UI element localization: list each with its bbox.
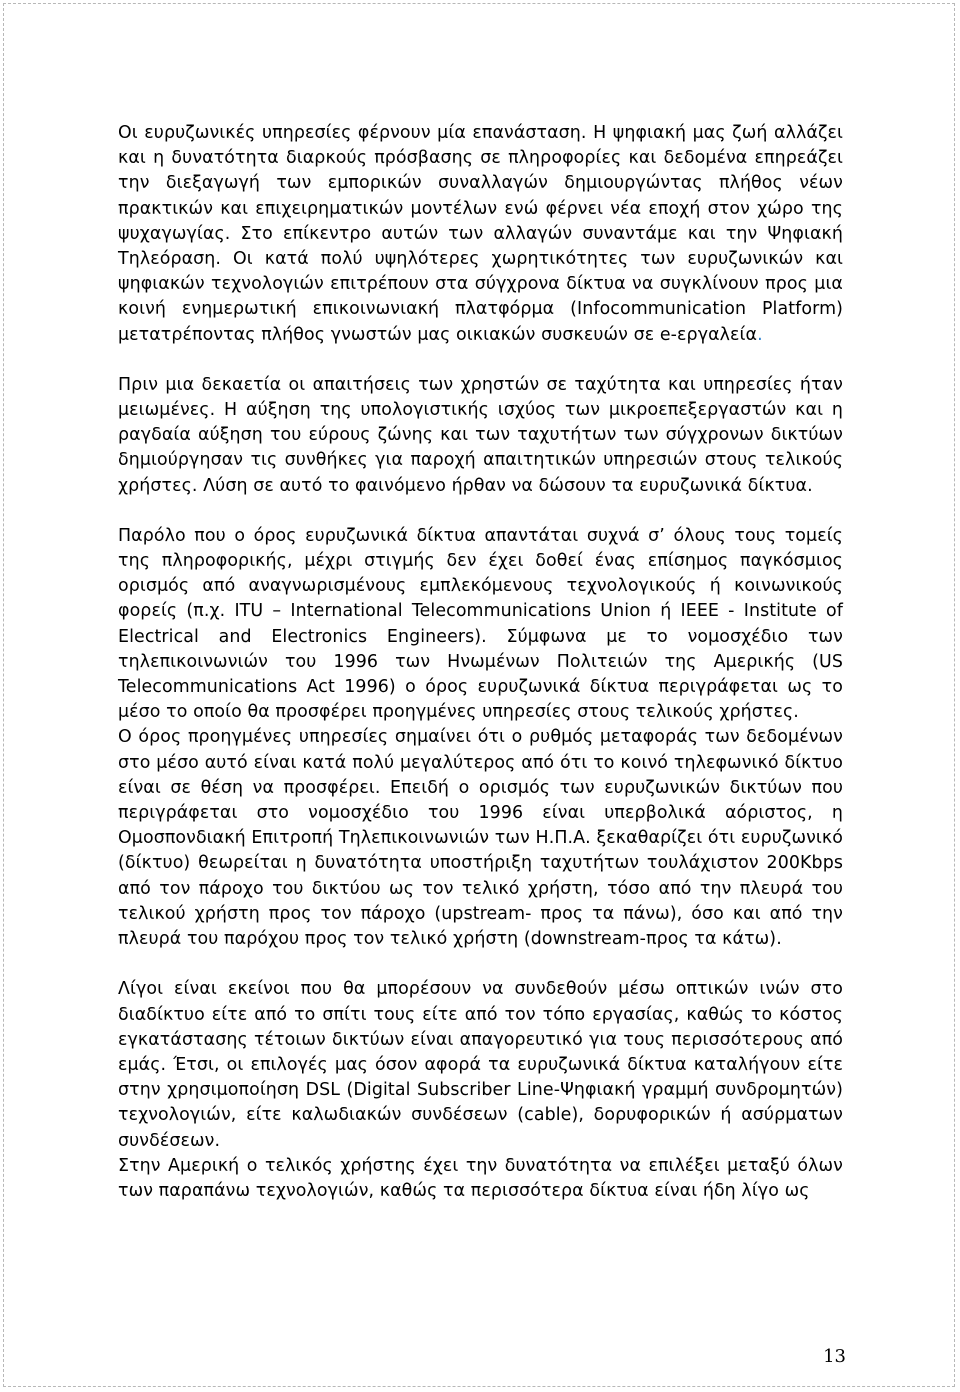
paragraph-3: Παρόλο που ο όρος ευρυζωνικά δίκτυα απαντάται συχνά σ’ όλους τους τομείς της πληροφορικής, μέχρι στιγμής δεν έχει δοθεί ένας επίσημος παγκόσμιος ορισμός από αναγνωρισμένους εμπλεκόμενους τεχνολογικούς ή κοινωνικούς φορείς (π.χ. ITU – International Telecommunications Union ή IEEE - Institute of Electrical and Electronics Engineers). Σύμφωνα με το νομοσχέδιο των τηλεπικοινωνιών του 1996 των Ηνωμένων Πολιτειών της Αμερικής (US Telecommunications Act 1996) ο όρος ευρυζωνικά δίκτυα περιγράφεται ως το μέσο το οποίο θα προσφέρει προηγμένες υπηρεσίες στους τελικούς χρήστες.	[118, 525, 843, 723]
paragraph-gap	[118, 952, 843, 977]
paragraph-gap	[118, 499, 843, 524]
paragraph-1-text: Οι ευρυζωνικές υπηρεσίες φέρνουν μία επανάσταση. Η ψηφιακή μας ζωή αλλάζει και η δυνατότητα διαρκούς πρόσβασης σε πληροφορίες και δεδομένα επηρεάζει την διεξαγωγή των εμπορικών συναλλαγών δημιουργώντας πλήθος νέων πρακτικών και επιχειρηματικών μοντέλων ενώ φέρνει νέα εποχή στον χώρο της ψυχαγωγίας. Στο επίκεντρο αυτών των αλλαγών συναντάμε και την Ψηφιακή Τηλεόραση. Οι κατά πολύ υψηλότερες χωρητικότητες των ευρυζωνικών και ψηφιακών τεχνολογιών επιτρέπουν στα σύγχρονα δίκτυα να συγκλίνουν προς μια κοινή ενημερωτική επικοινωνιακή πλατφόρμα (Infocommunication Platform) μετατρέποντας πλήθος γνωστών μας οικιακών συσκευών σε e-εργαλεία	[118, 123, 843, 345]
paragraph-gap	[118, 348, 843, 373]
page-number: 13	[823, 1346, 846, 1367]
paragraph-5: Λίγοι είναι εκείνοι που θα μπορέσουν να συνδεθούν μέσω οπτικών ινών στο διαδίκτυο είτε από το σπίτι τους είτε από τον τόπο εργασίας, καθώς το κόστος εγκατάστασης τέτοιων δικτύων είναι απαγορευτικό για τους περισσότερους από εμάς. Έτσι, οι επιλογές μας όσον αφορά τα ευρυζωνικά δίκτυα καταλήγουν είτε στην χρησιμοποίηση DSL (Digital Subscriber Line-Ψηφιακή γραμμή συνδρομητών) τεχνολογιών, είτε καλωδιακών συνδέσεων (cable), δορυφορικών ή ασύρματων συνδέσεων.	[118, 979, 843, 1151]
paragraph-1-end-mark: .	[757, 324, 763, 345]
paragraph-1	[118, 121, 843, 348]
paragraph-6: Στην Αμερική ο τελικός χρήστης έχει την δυνατότητα να επιλέξει μεταξύ όλων των παραπάνω τεχνολογιών, καθώς τα περισσότερα δίκτυα είναι ήδη λίγο ως	[118, 1155, 843, 1201]
document-body	[118, 121, 843, 1204]
paragraph-4: Ο όρος προηγμένες υπηρεσίες σημαίνει ότι ο ρυθμός μεταφοράς των δεδομένων στο μέσο αυτό είναι κατά πολύ μεγαλύτερος από ότι το κοινό τηλεφωνικό δίκτυο είναι σε θέση να προσφέρει. Επειδή ο ορισμός των ευρυζωνικών δικτύων που περιγράφεται στο νομοσχέδιο του 1996 είναι υπερβολικά αόριστος, η Ομοσπονδιακή Επιτροπή Τηλεπικοινωνιών των Η.Π.Α. ξεκαθαρίζει ότι ευρυζωνικό (δίκτυο) θεωρείται η δυνατότητα υποστήριξη ταχυτήτων τουλάχιστον 200Kbps από τον πάροχο του δικτύου ως τον τελικό χρήστη, τόσο από την πλευρά του τελικού χρήστη προς τον πάροχο (upstream- προς τα πάνω), όσο και από την πλευρά του παρόχου προς τον τελικό χρήστη (downstream-προς τα κάτω).	[118, 727, 843, 950]
paragraph-2: Πριν μια δεκαετία οι απαιτήσεις των χρηστών σε ταχύτητα και υπηρεσίες ήταν μειωμένες. Η αύξηση της υπολογιστικής ισχύος των μικροεπεξεργαστών και η ραγδαία αύξηση του εύρους ζώνης και των ταχυτήτων των σύγχρονων δικτύων δημιούργησαν τις συνθήκες για παροχή απαιτητικών υπηρεσιών στους τελικούς χρήστες. Λύση σε αυτό το φαινόμενο ήρθαν να δώσουν τα ευρυζωνικά δίκτυα.	[118, 374, 843, 496]
